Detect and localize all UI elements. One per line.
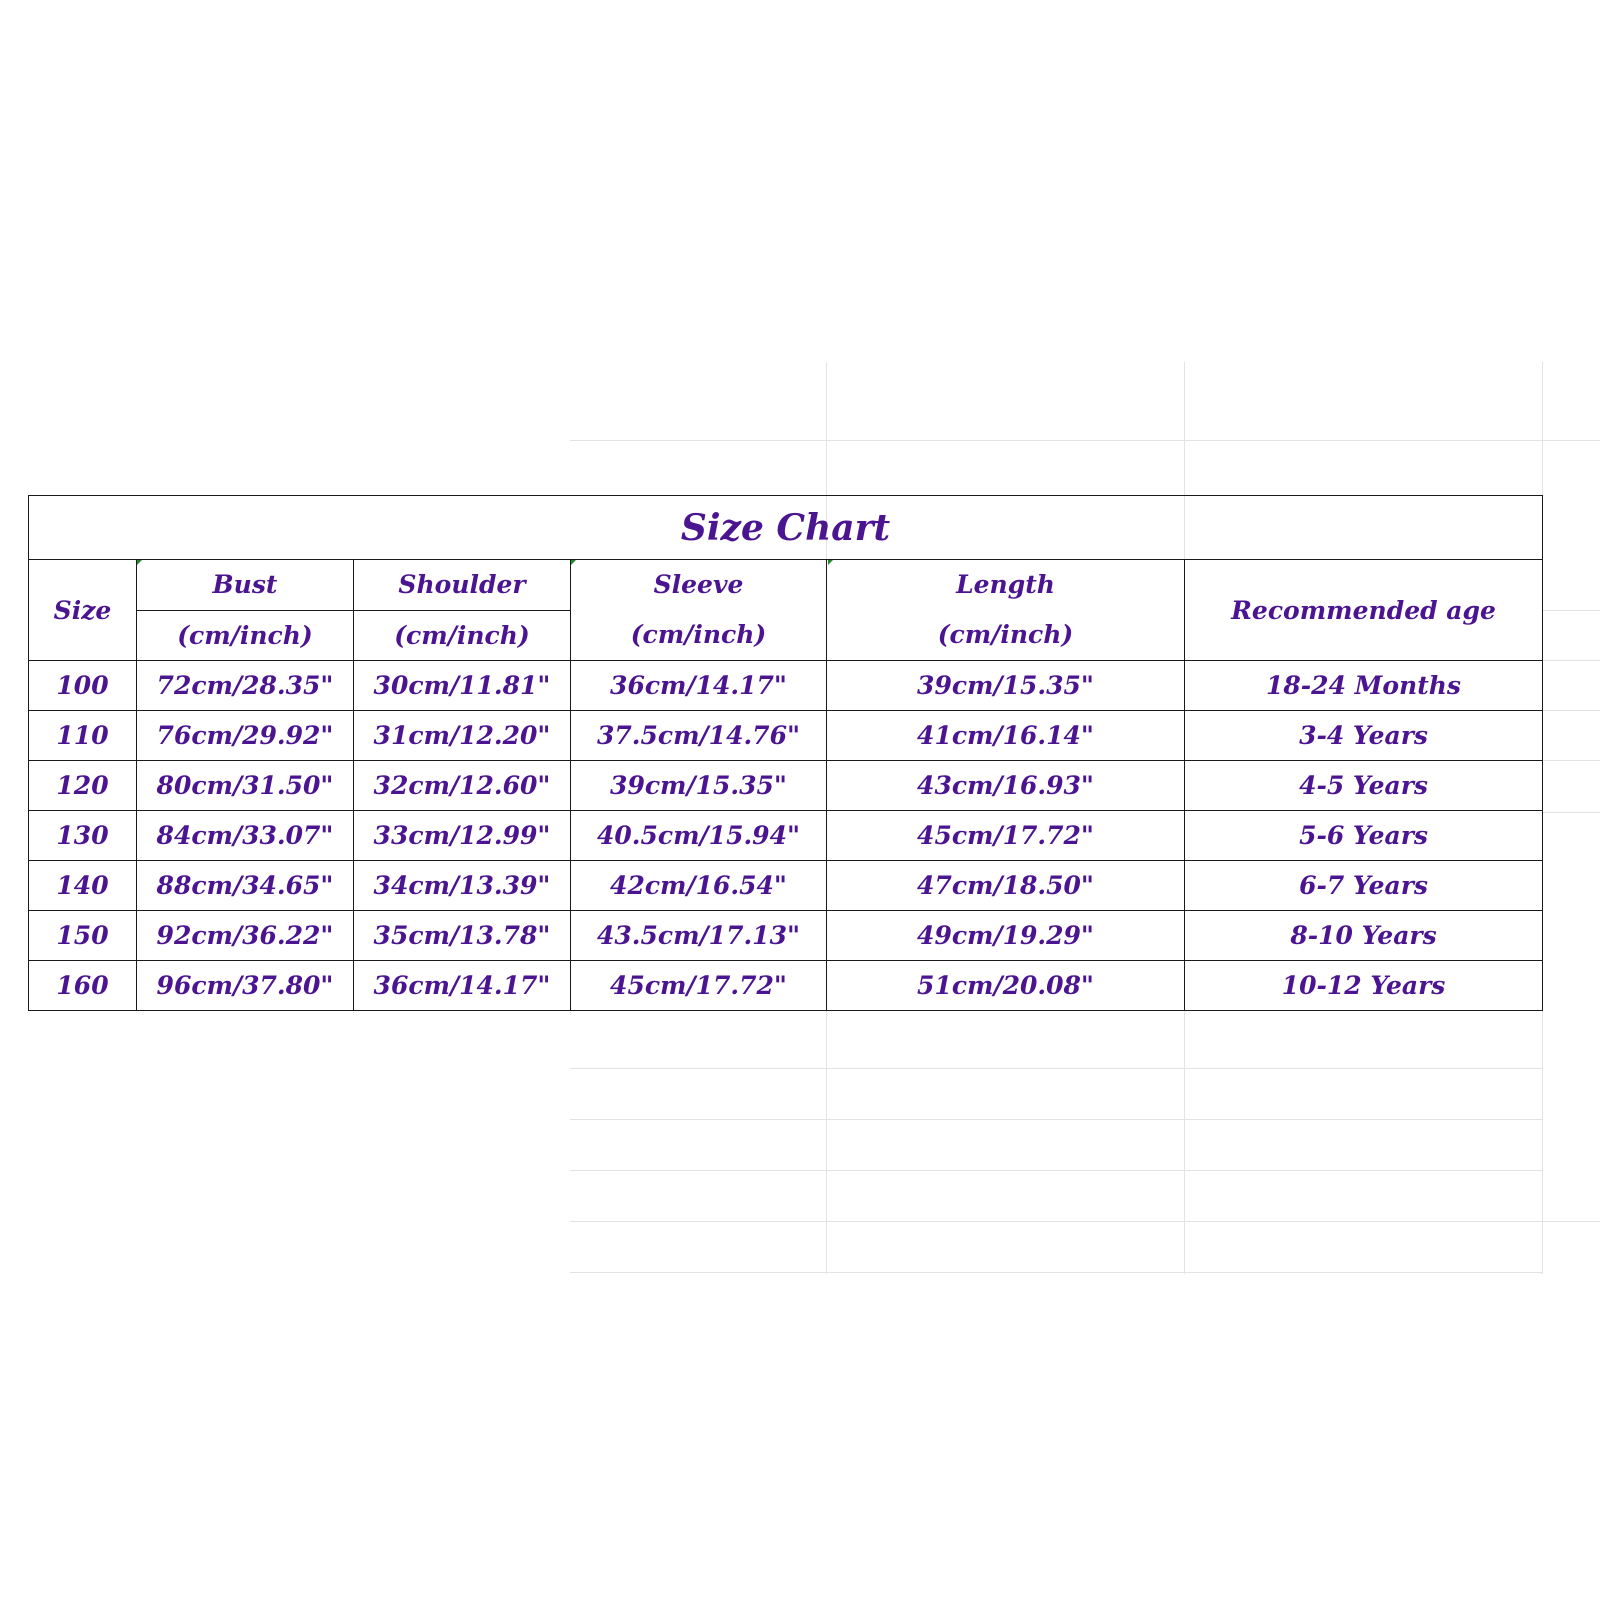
- unit-shoulder: (cm/inch): [354, 610, 571, 661]
- cell-bust: 72cm/28.35": [137, 661, 354, 711]
- header-sleeve-unit: (cm/inch): [630, 620, 767, 649]
- header-row: [29, 560, 1543, 611]
- header-bust: Bust: [137, 560, 354, 611]
- header-sleeve-label: Sleeve: [653, 570, 744, 599]
- header-length: [827, 560, 1185, 661]
- table-row: [29, 761, 1543, 811]
- table-row: [29, 961, 1543, 1011]
- table-row: [29, 861, 1543, 911]
- cell-age: 6-7 Years: [1185, 861, 1543, 911]
- cell-comment-marker: [828, 560, 833, 565]
- cell-bust: 96cm/37.80": [137, 961, 354, 1011]
- cell-shoulder: 36cm/14.17": [354, 961, 571, 1011]
- cell-sleeve: 43.5cm/17.13": [571, 911, 827, 961]
- header-recommended-age: Recommended age: [1185, 560, 1543, 661]
- cell-sleeve: 37.5cm/14.76": [571, 711, 827, 761]
- cell-length: 39cm/15.35": [827, 661, 1185, 711]
- header-length-unit: (cm/inch): [937, 620, 1074, 649]
- cell-size: 140: [29, 861, 137, 911]
- header-shoulder: Shoulder: [354, 560, 571, 611]
- cell-comment-marker: [137, 560, 142, 565]
- cell-shoulder: 33cm/12.99": [354, 811, 571, 861]
- cell-size: 110: [29, 711, 137, 761]
- cell-shoulder: 35cm/13.78": [354, 911, 571, 961]
- cell-size: 100: [29, 661, 137, 711]
- cell-length: 51cm/20.08": [827, 961, 1185, 1011]
- cell-size: 150: [29, 911, 137, 961]
- header-sleeve: [571, 560, 827, 661]
- cell-length: 47cm/18.50": [827, 861, 1185, 911]
- table-row: [29, 661, 1543, 711]
- unit-bust: (cm/inch): [137, 610, 354, 661]
- cell-age: 10-12 Years: [1185, 961, 1543, 1011]
- header-size: Size: [29, 560, 137, 661]
- cell-size: 160: [29, 961, 137, 1011]
- cell-age: 3-4 Years: [1185, 711, 1543, 761]
- cell-length: 43cm/16.93": [827, 761, 1185, 811]
- cell-age: 8-10 Years: [1185, 911, 1543, 961]
- table-row: [29, 711, 1543, 761]
- cell-shoulder: 34cm/13.39": [354, 861, 571, 911]
- cell-comment-marker: [571, 560, 576, 565]
- cell-size: 120: [29, 761, 137, 811]
- cell-length: 49cm/19.29": [827, 911, 1185, 961]
- cell-bust: 80cm/31.50": [137, 761, 354, 811]
- cell-age: 18-24 Months: [1185, 661, 1543, 711]
- cell-sleeve: 42cm/16.54": [571, 861, 827, 911]
- cell-age: 4-5 Years: [1185, 761, 1543, 811]
- header-length-label: Length: [956, 570, 1055, 599]
- cell-sleeve: 40.5cm/15.94": [571, 811, 827, 861]
- cell-size: 130: [29, 811, 137, 861]
- cell-sleeve: 39cm/15.35": [571, 761, 827, 811]
- cell-shoulder: 30cm/11.81": [354, 661, 571, 711]
- cell-sleeve: 45cm/17.72": [571, 961, 827, 1011]
- cell-bust: 88cm/34.65": [137, 861, 354, 911]
- cell-bust: 92cm/36.22": [137, 911, 354, 961]
- cell-bust: 84cm/33.07": [137, 811, 354, 861]
- size-chart-table: [28, 495, 1543, 1011]
- cell-age: 5-6 Years: [1185, 811, 1543, 861]
- cell-shoulder: 31cm/12.20": [354, 711, 571, 761]
- chart-title: Size Chart: [29, 496, 1543, 560]
- title-row: [29, 496, 1543, 560]
- table-row: [29, 911, 1543, 961]
- table-row: [29, 811, 1543, 861]
- cell-sleeve: 36cm/14.17": [571, 661, 827, 711]
- cell-shoulder: 32cm/12.60": [354, 761, 571, 811]
- cell-bust: 76cm/29.92": [137, 711, 354, 761]
- cell-length: 41cm/16.14": [827, 711, 1185, 761]
- cell-length: 45cm/17.72": [827, 811, 1185, 861]
